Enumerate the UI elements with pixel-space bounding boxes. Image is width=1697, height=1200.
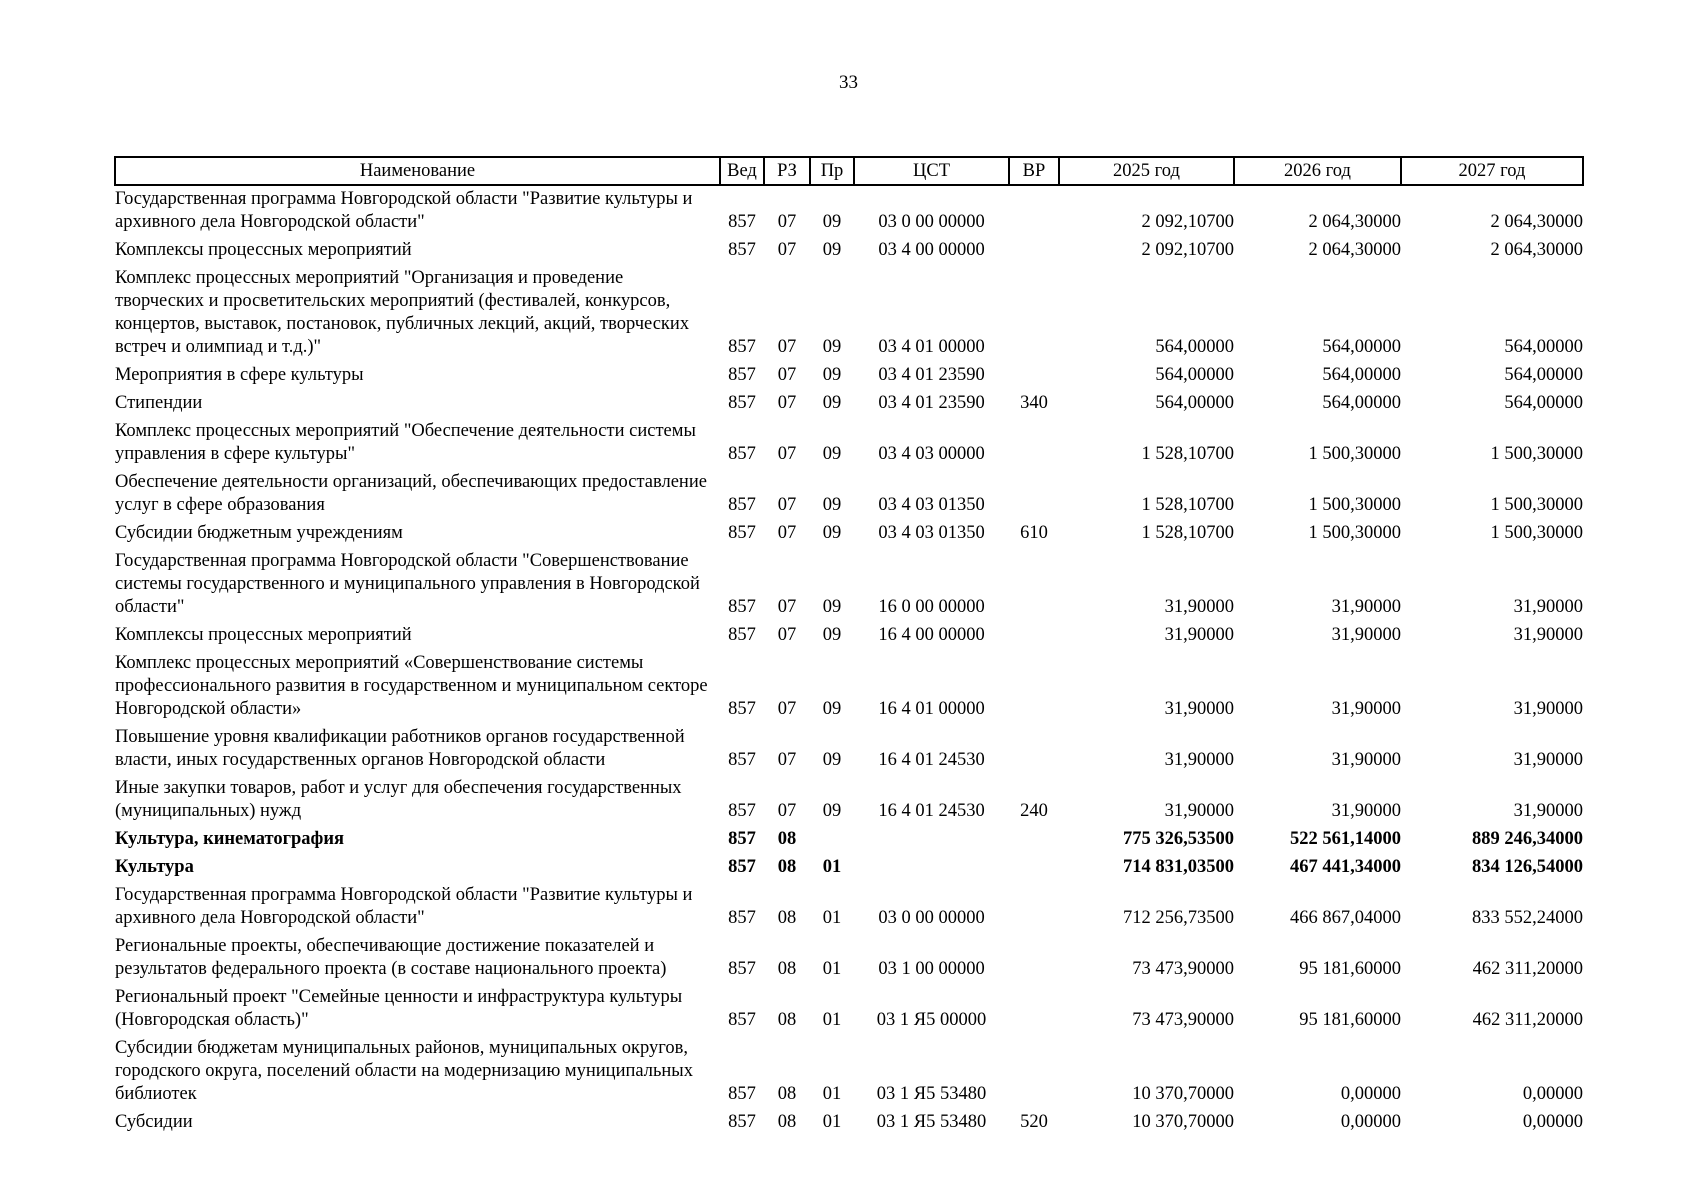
cell-2026: 1 500,30000 [1308, 495, 1401, 515]
cell-pr: 09 [822, 523, 842, 543]
cell-ved: 857 [728, 393, 756, 413]
cell-ved: 857 [728, 365, 756, 385]
budget-table [114, 156, 1584, 1137]
cell-vr: 610 [1020, 523, 1048, 543]
cell-2025: 2 092,10700 [1141, 240, 1234, 260]
cell-2027: 889 246,34000 [1472, 829, 1583, 849]
table-row [115, 984, 1583, 1035]
cell-name: Культура [115, 857, 194, 877]
table-row [115, 362, 1583, 390]
cell-cst: 03 4 03 00000 [878, 444, 985, 464]
cell-rz: 08 [777, 1084, 797, 1104]
cell-rz: 08 [777, 829, 797, 849]
cell-2026: 0,00000 [1340, 1112, 1401, 1132]
cell-vr [1009, 548, 1059, 622]
cell-vr: 520 [1020, 1112, 1048, 1132]
table-row [115, 650, 1583, 724]
cell-vr [1009, 362, 1059, 390]
cell-cst: 03 4 01 00000 [878, 337, 985, 357]
cell-vr: 240 [1020, 801, 1048, 821]
cell-2025: 73 473,90000 [1132, 959, 1234, 979]
cell-rz: 07 [777, 212, 797, 232]
cell-rz: 07 [777, 750, 797, 770]
cell-pr: 01 [822, 1084, 842, 1104]
cell-vr [1009, 185, 1059, 237]
cell-2025: 714 831,03500 [1123, 857, 1234, 877]
cell-vr [1009, 265, 1059, 362]
cell-cst: 03 0 00 00000 [878, 212, 985, 232]
cell-2025: 31,90000 [1164, 750, 1234, 770]
cell-2026: 522 561,14000 [1290, 829, 1401, 849]
cell-cst: 03 4 00 00000 [878, 240, 985, 260]
cell-pr: 09 [822, 750, 842, 770]
cell-pr: 09 [822, 212, 842, 232]
table-row [115, 185, 1583, 237]
cell-2026: 0,00000 [1340, 1084, 1401, 1104]
cell-pr: 01 [822, 908, 842, 928]
header-name: Наименование [115, 157, 720, 185]
cell-pr: 09 [822, 625, 842, 645]
cell-2026: 2 064,30000 [1308, 212, 1401, 232]
cell-2027: 31,90000 [1513, 750, 1583, 770]
cell-2026: 564,00000 [1322, 337, 1401, 357]
cell-rz: 07 [777, 495, 797, 515]
cell-pr: 09 [822, 365, 842, 385]
table-row [115, 854, 1583, 882]
cell-pr: 09 [822, 495, 842, 515]
table-row [115, 826, 1583, 854]
cell-name: Государственная программа Новгородской области "Совершенствование системы государственного и муниципального управления в Новгородской области" [115, 551, 700, 617]
cell-2027: 31,90000 [1513, 625, 1583, 645]
table-row [115, 418, 1583, 469]
cell-2027: 31,90000 [1513, 801, 1583, 821]
cell-cst: 16 4 00 00000 [878, 625, 985, 645]
cell-2025: 10 370,70000 [1132, 1084, 1234, 1104]
cell-pr [810, 826, 854, 854]
cell-rz: 07 [777, 444, 797, 464]
table-row [115, 622, 1583, 650]
cell-2025: 31,90000 [1164, 597, 1234, 617]
cell-name: Комплекс процессных мероприятий "Обеспечение деятельности системы управления в сфере культуры" [115, 421, 696, 464]
table-row [115, 548, 1583, 622]
cell-2027: 462 311,20000 [1472, 1010, 1583, 1030]
cell-vr [1009, 237, 1059, 265]
cell-cst: 16 0 00 00000 [878, 597, 985, 617]
cell-name: Комплекс процессных мероприятий «Совершенствование системы профессионального развития в государственном и муниципальном секторе Новгородской области» [115, 653, 708, 719]
cell-cst: 03 1 Я5 53480 [876, 1084, 987, 1104]
cell-ved: 857 [728, 444, 756, 464]
cell-rz: 07 [777, 393, 797, 413]
cell-2027: 1 500,30000 [1490, 495, 1583, 515]
header-2027: 2027 год [1401, 157, 1583, 185]
cell-rz: 07 [777, 699, 797, 719]
cell-2026: 564,00000 [1322, 393, 1401, 413]
cell-2026: 31,90000 [1331, 801, 1401, 821]
cell-ved: 857 [728, 959, 756, 979]
cell-vr [1009, 650, 1059, 724]
cell-name: Стипендии [115, 393, 203, 413]
cell-cst: 03 4 03 01350 [878, 495, 985, 515]
cell-vr [1009, 724, 1059, 775]
cell-cst: 16 4 01 00000 [878, 699, 985, 719]
table-row [115, 1109, 1583, 1137]
cell-2027: 564,00000 [1504, 393, 1583, 413]
cell-vr [1009, 984, 1059, 1035]
cell-pr: 09 [822, 444, 842, 464]
cell-2025: 1 528,10700 [1141, 444, 1234, 464]
cell-name: Комплекс процессных мероприятий "Организация и проведение творческих и просветительских мероприятий (фестивалей, конкурсов, концертов, выставок, постановок, публичных лекций, акций, творческих встреч и олимпиад и т.д.)" [115, 268, 690, 357]
cell-2027: 833 552,24000 [1472, 908, 1583, 928]
cell-ved: 857 [728, 523, 756, 543]
cell-2025: 1 528,10700 [1141, 523, 1234, 543]
cell-cst [854, 854, 1009, 882]
cell-2025: 2 092,10700 [1141, 212, 1234, 232]
cell-2027: 564,00000 [1504, 365, 1583, 385]
cell-2026: 95 181,60000 [1299, 959, 1401, 979]
cell-2026: 31,90000 [1331, 750, 1401, 770]
cell-2027: 2 064,30000 [1490, 240, 1583, 260]
header-2025: 2025 год [1059, 157, 1234, 185]
cell-2027: 462 311,20000 [1472, 959, 1583, 979]
header-ved: Вед [720, 157, 764, 185]
cell-rz: 07 [777, 801, 797, 821]
cell-cst: 03 1 Я5 00000 [876, 1010, 987, 1030]
table-row [115, 469, 1583, 520]
cell-vr [1009, 826, 1059, 854]
table-header-row [115, 157, 1583, 185]
cell-rz: 07 [777, 337, 797, 357]
cell-vr [1009, 1035, 1059, 1109]
cell-vr [1009, 933, 1059, 984]
header-rz: РЗ [764, 157, 810, 185]
cell-2027: 31,90000 [1513, 597, 1583, 617]
cell-rz: 08 [777, 1010, 797, 1030]
cell-name: Обеспечение деятельности организаций, обеспечивающих предоставление услуг в сфере образования [115, 472, 707, 515]
cell-name: Субсидии бюджетным учреждениям [115, 523, 403, 543]
cell-2027: 564,00000 [1504, 337, 1583, 357]
cell-name: Государственная программа Новгородской области "Развитие культуры и архивного дела Новгородской области" [115, 189, 693, 232]
cell-pr: 09 [822, 801, 842, 821]
cell-2025: 712 256,73500 [1123, 908, 1234, 928]
cell-rz: 08 [777, 908, 797, 928]
cell-name: Комплексы процессных мероприятий [115, 240, 412, 260]
cell-name: Субсидии бюджетам муниципальных районов, муниципальных округов, городского округа, поселений области на модернизацию муниципальных библиотек [115, 1038, 693, 1104]
cell-2025: 10 370,70000 [1132, 1112, 1234, 1132]
table-body [115, 185, 1583, 1137]
cell-2027: 31,90000 [1513, 699, 1583, 719]
cell-rz: 08 [777, 959, 797, 979]
cell-ved: 857 [728, 337, 756, 357]
table-row [115, 882, 1583, 933]
cell-2026: 31,90000 [1331, 699, 1401, 719]
cell-2027: 1 500,30000 [1490, 444, 1583, 464]
table-row [115, 390, 1583, 418]
cell-2025: 31,90000 [1164, 801, 1234, 821]
cell-2026: 31,90000 [1331, 597, 1401, 617]
cell-2025: 31,90000 [1164, 625, 1234, 645]
cell-rz: 07 [777, 365, 797, 385]
cell-name: Государственная программа Новгородской области "Развитие культуры и архивного дела Новгородской области" [115, 885, 693, 928]
cell-pr: 01 [822, 1112, 842, 1132]
cell-vr [1009, 854, 1059, 882]
cell-2026: 467 441,34000 [1290, 857, 1401, 877]
cell-ved: 857 [728, 699, 756, 719]
cell-cst: 03 0 00 00000 [878, 908, 985, 928]
cell-2026: 31,90000 [1331, 625, 1401, 645]
cell-rz: 07 [777, 597, 797, 617]
cell-name: Иные закупки товаров, работ и услуг для обеспечения государственных (муниципальных) нужд [115, 778, 682, 821]
cell-ved: 857 [728, 1084, 756, 1104]
cell-rz: 07 [777, 240, 797, 260]
cell-ved: 857 [728, 625, 756, 645]
cell-2026: 466 867,04000 [1290, 908, 1401, 928]
cell-cst: 16 4 01 24530 [878, 750, 985, 770]
cell-2025: 31,90000 [1164, 699, 1234, 719]
cell-name: Субсидии [115, 1112, 193, 1132]
cell-name: Комплексы процессных мероприятий [115, 625, 412, 645]
cell-2027: 1 500,30000 [1490, 523, 1583, 543]
cell-2025: 73 473,90000 [1132, 1010, 1234, 1030]
cell-ved: 857 [728, 1112, 756, 1132]
cell-2025: 564,00000 [1155, 337, 1234, 357]
cell-pr: 09 [822, 597, 842, 617]
cell-name: Региональные проекты, обеспечивающие достижение показателей и результатов федерального проекта (в составе национального проекта) [115, 936, 667, 979]
cell-cst: 03 4 03 01350 [878, 523, 985, 543]
header-cst: ЦСТ [854, 157, 1009, 185]
cell-ved: 857 [728, 495, 756, 515]
cell-vr: 340 [1020, 393, 1048, 413]
cell-pr: 09 [822, 699, 842, 719]
cell-name: Региональный проект "Семейные ценности и инфраструктура культуры (Новгородская область)" [115, 987, 683, 1030]
page-number: 33 [839, 72, 858, 93]
cell-ved: 857 [728, 829, 756, 849]
table-row [115, 520, 1583, 548]
cell-ved: 857 [728, 908, 756, 928]
cell-vr [1009, 418, 1059, 469]
cell-pr: 09 [822, 393, 842, 413]
cell-pr: 01 [822, 1010, 842, 1030]
cell-2026: 2 064,30000 [1308, 240, 1401, 260]
cell-2025: 564,00000 [1155, 365, 1234, 385]
cell-cst: 16 4 01 24530 [878, 801, 985, 821]
cell-2026: 1 500,30000 [1308, 523, 1401, 543]
header-pr: Пр [810, 157, 854, 185]
cell-2025: 775 326,53500 [1123, 829, 1234, 849]
cell-name: Культура, кинематография [115, 829, 345, 849]
cell-2025: 1 528,10700 [1141, 495, 1234, 515]
cell-pr: 09 [822, 240, 842, 260]
table-row [115, 724, 1583, 775]
cell-2027: 0,00000 [1522, 1112, 1583, 1132]
cell-2026: 95 181,60000 [1299, 1010, 1401, 1030]
table-row [115, 933, 1583, 984]
header-2026: 2026 год [1234, 157, 1401, 185]
cell-pr: 01 [822, 959, 842, 979]
table-row [115, 1035, 1583, 1109]
cell-rz: 08 [777, 857, 797, 877]
cell-cst [854, 826, 1009, 854]
cell-ved: 857 [728, 750, 756, 770]
cell-rz: 07 [777, 523, 797, 543]
cell-name: Мероприятия в сфере культуры [115, 365, 364, 385]
cell-cst: 03 4 01 23590 [878, 393, 985, 413]
cell-2026: 1 500,30000 [1308, 444, 1401, 464]
cell-vr [1009, 882, 1059, 933]
cell-2025: 564,00000 [1155, 393, 1234, 413]
cell-ved: 857 [728, 212, 756, 232]
cell-ved: 857 [728, 1010, 756, 1030]
cell-2027: 2 064,30000 [1490, 212, 1583, 232]
cell-cst: 03 4 01 23590 [878, 365, 985, 385]
table-row [115, 265, 1583, 362]
cell-pr: 01 [822, 857, 842, 877]
cell-rz: 08 [777, 1112, 797, 1132]
cell-vr [1009, 622, 1059, 650]
cell-ved: 857 [728, 240, 756, 260]
cell-2026: 564,00000 [1322, 365, 1401, 385]
cell-ved: 857 [728, 801, 756, 821]
table-row [115, 775, 1583, 826]
table-row [115, 237, 1583, 265]
cell-rz: 07 [777, 625, 797, 645]
cell-cst: 03 1 Я5 53480 [876, 1112, 987, 1132]
header-vr: ВР [1009, 157, 1059, 185]
cell-cst: 03 1 00 00000 [878, 959, 985, 979]
cell-pr: 09 [822, 337, 842, 357]
cell-ved: 857 [728, 597, 756, 617]
cell-2027: 0,00000 [1522, 1084, 1583, 1104]
cell-name: Повышение уровня квалификации работников органов государственной власти, иных государственных органов Новгородской области [115, 727, 685, 770]
cell-ved: 857 [728, 857, 756, 877]
cell-2027: 834 126,54000 [1472, 857, 1583, 877]
cell-vr [1009, 469, 1059, 520]
